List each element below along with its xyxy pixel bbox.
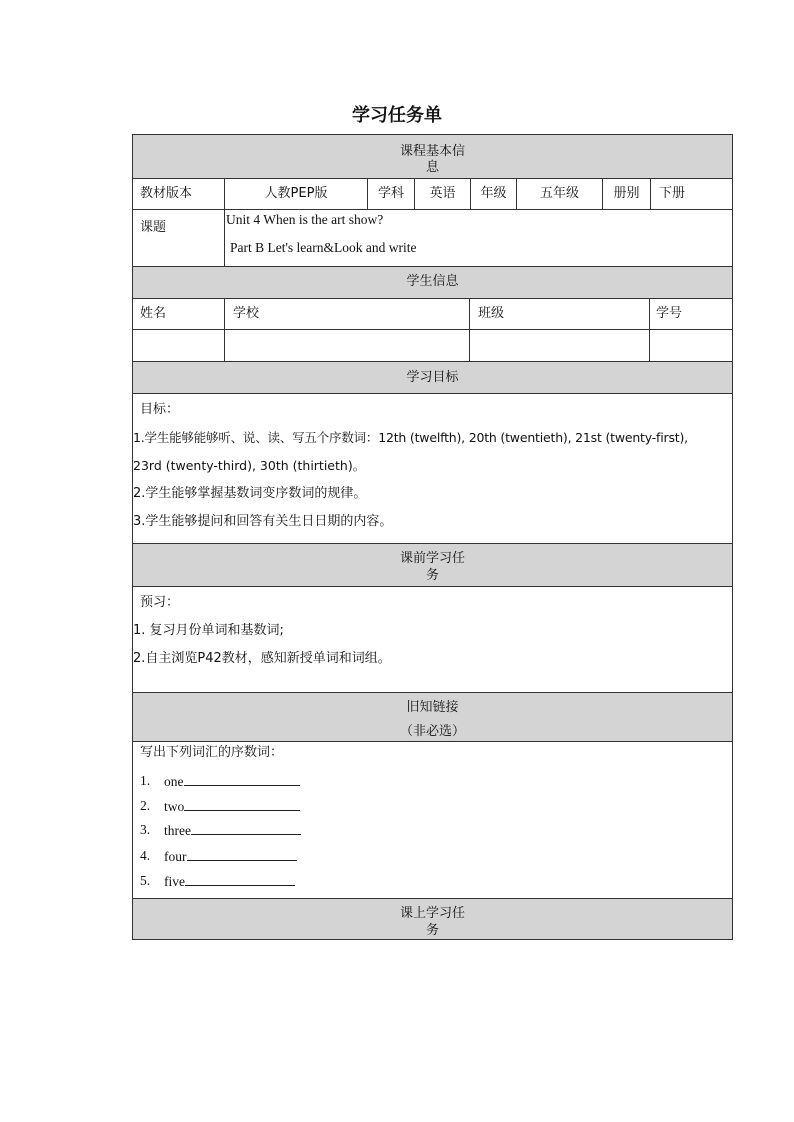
student-info-header: 学生信息 xyxy=(406,274,459,289)
volume-value: 下册 xyxy=(659,186,686,201)
objectives-intro: 目标： xyxy=(140,402,180,417)
preview-intro: 预习： xyxy=(140,595,180,610)
pre-class-header: 课前学习任 xyxy=(399,551,465,566)
task-sheet-table xyxy=(132,134,733,940)
objective-3: 3.学生能够提问和回答有关生日日期的内容。 xyxy=(133,514,393,529)
preview-item-1: 1. 复习月份单词和基数词; xyxy=(133,623,284,638)
answer-blank[interactable] xyxy=(185,873,295,886)
review-item-2-word: two xyxy=(164,798,300,815)
subject-label: 学科 xyxy=(377,186,404,201)
objective-2: 2.学生能够掌握基数词变序数词的规律。 xyxy=(133,486,367,501)
textbook-value: 人教PEP版 xyxy=(264,186,328,201)
topic-line-1: Unit 4 When is the art show? xyxy=(226,212,384,227)
review-item-2-number: 2. xyxy=(140,798,151,813)
review-item-3-number: 3. xyxy=(140,822,151,837)
review-instruction: 写出下列词汇的序数词： xyxy=(140,745,284,760)
answer-blank[interactable] xyxy=(184,798,300,811)
course-info-header-cont: 息 xyxy=(425,160,439,175)
course-info-header: 课程基本信 xyxy=(399,144,465,159)
topic-line-2: Part B Let's learn&Look and write xyxy=(230,240,417,255)
review-item-4-number: 4. xyxy=(140,848,151,863)
review-header-note: （非必选） xyxy=(399,724,465,739)
page-title: 学习任务单 xyxy=(352,105,442,126)
name-label: 姓名 xyxy=(140,306,167,321)
review-item-1-word: one xyxy=(164,773,300,790)
school-label: 学校 xyxy=(233,306,260,321)
review-item-3-word: three xyxy=(164,822,301,839)
student-id-label: 学号 xyxy=(656,306,683,321)
objective-1-line-2: 23rd (twenty-third), 30th (thirtieth)。 xyxy=(133,458,366,473)
volume-label: 册别 xyxy=(613,186,640,201)
answer-blank[interactable] xyxy=(187,848,297,861)
class-label: 班级 xyxy=(478,306,505,321)
review-item-5-number: 5. xyxy=(140,873,151,888)
grade-label: 年级 xyxy=(480,186,507,201)
in-class-header-cont: 务 xyxy=(425,923,439,938)
grade-value: 五年级 xyxy=(539,186,579,201)
review-item-1-number: 1. xyxy=(140,773,151,788)
topic-label: 课题 xyxy=(140,220,167,235)
answer-blank[interactable] xyxy=(191,822,301,835)
pre-class-header-cont: 务 xyxy=(425,568,439,583)
preview-item-2: 2.自主浏览P42教材，感知新授单词和词组。 xyxy=(133,651,391,666)
in-class-header: 课上学习任 xyxy=(399,906,465,921)
textbook-label: 教材版本 xyxy=(140,186,193,201)
objective-1-line-1: 1.学生能够能够听、说、读、写五个序数词：12th (twelfth), 20th (twentieth), 21st (twenty-first), xyxy=(133,430,688,445)
review-item-5-word: five xyxy=(164,873,295,890)
objectives-header: 学习目标 xyxy=(406,370,459,385)
review-header: 旧知链接 xyxy=(406,700,459,715)
review-item-4-word: four xyxy=(164,848,297,865)
answer-blank[interactable] xyxy=(184,773,300,786)
subject-value: 英语 xyxy=(429,186,456,201)
